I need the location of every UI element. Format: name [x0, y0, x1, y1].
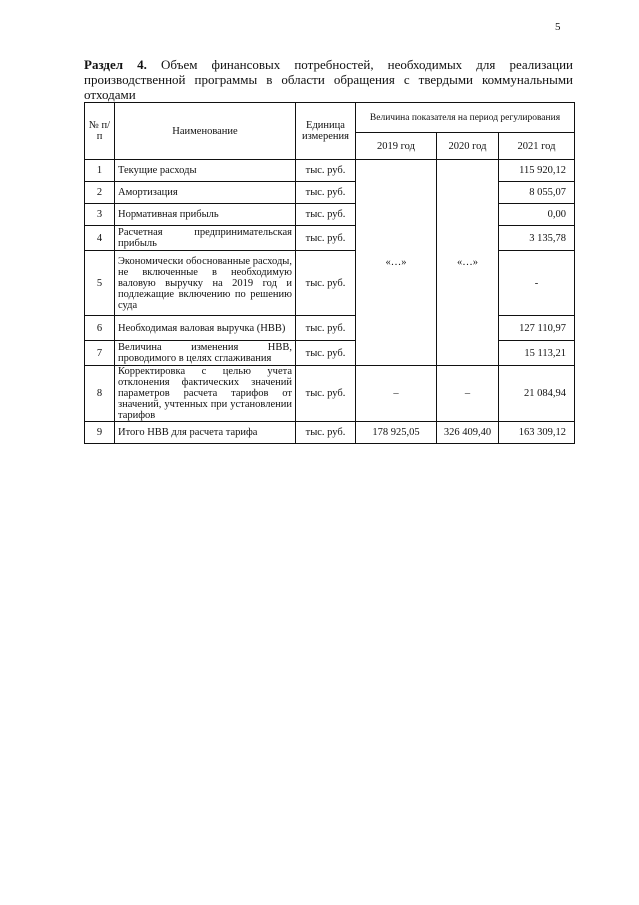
row-num: 7: [85, 341, 115, 366]
row-value-2021: 163 309,12: [499, 422, 575, 444]
table-row: [85, 341, 575, 366]
row-value-2021: 21 084,94: [499, 366, 575, 422]
row-unit: тыс. руб.: [296, 204, 356, 226]
row-value-2021: 115 920,12: [499, 160, 575, 182]
table-row: [85, 316, 575, 341]
row-value-2020: –: [437, 366, 499, 422]
header-period: Величина показателя на период регулирования: [356, 103, 575, 133]
row-unit: тыс. руб.: [296, 341, 356, 366]
row-value-2021: 15 113,21: [499, 341, 575, 366]
row-value-2021: 127 110,97: [499, 316, 575, 341]
header-name: Наименование: [115, 103, 296, 160]
row-unit: тыс. руб.: [296, 251, 356, 316]
row-value-2020: 326 409,40: [437, 422, 499, 444]
header-num: № п/п: [85, 103, 115, 160]
table-row: [85, 204, 575, 226]
merged-2019: «…»: [356, 160, 437, 366]
row-unit: тыс. руб.: [296, 366, 356, 422]
financial-needs-table: [84, 102, 575, 444]
row-value-2021: 3 135,78: [499, 226, 575, 251]
row-value-2021: -: [499, 251, 575, 316]
row-num: 8: [85, 366, 115, 422]
row-name: Нормативная прибыль: [115, 204, 296, 226]
row-unit: тыс. руб.: [296, 160, 356, 182]
page-number: 5: [555, 21, 561, 33]
table-row: [85, 182, 575, 204]
table-row: [85, 366, 575, 422]
row-unit: тыс. руб.: [296, 316, 356, 341]
row-value-2021: 0,00: [499, 204, 575, 226]
section-text: Объем финансовых потребностей, необходимых для реализации производственной программы в области обращения с твердыми коммунальными отходами: [84, 57, 574, 102]
row-name: Экономически обоснованные расходы, не включенные в необходимую валовую выручку на 2019 год и подлежащие включению по решению суда: [115, 251, 296, 316]
row-num: 4: [85, 226, 115, 251]
row-num: 2: [85, 182, 115, 204]
header-2021: 2021 год: [499, 133, 575, 160]
row-name: Корректировка с целью учета отклонения фактических значений параметров расчета тарифов от значений, учтенных при установлении тарифов: [115, 366, 296, 422]
row-unit: тыс. руб.: [296, 422, 356, 444]
table-row: [85, 251, 575, 316]
row-name: Необходимая валовая выручка (НВВ): [115, 316, 296, 341]
row-num: 9: [85, 422, 115, 444]
merged-2020: «…»: [437, 160, 499, 366]
row-num: 5: [85, 251, 115, 316]
header-2020: 2020 год: [437, 133, 499, 160]
row-value-2019: 178 925,05: [356, 422, 437, 444]
row-value-2021: 8 055,07: [499, 182, 575, 204]
row-name: Расчетная предпринимательская прибыль: [115, 226, 296, 251]
row-num: 6: [85, 316, 115, 341]
table-row: [85, 226, 575, 251]
row-unit: тыс. руб.: [296, 182, 356, 204]
header-2019: 2019 год: [356, 133, 437, 160]
row-name: Итого НВВ для расчета тарифа: [115, 422, 296, 444]
row-name: Текущие расходы: [115, 160, 296, 182]
row-name: Величина изменения НВВ, проводимого в целях сглаживания: [115, 341, 296, 366]
row-num: 3: [85, 204, 115, 226]
section-title: [84, 57, 573, 102]
table-row: [85, 160, 575, 182]
header-unit: Единица измерения: [296, 103, 356, 160]
row-value-2019: –: [356, 366, 437, 422]
row-unit: тыс. руб.: [296, 226, 356, 251]
row-name: Амортизация: [115, 182, 296, 204]
section-label: Раздел 4.: [84, 57, 147, 72]
row-num: 1: [85, 160, 115, 182]
table-row: [85, 422, 575, 444]
